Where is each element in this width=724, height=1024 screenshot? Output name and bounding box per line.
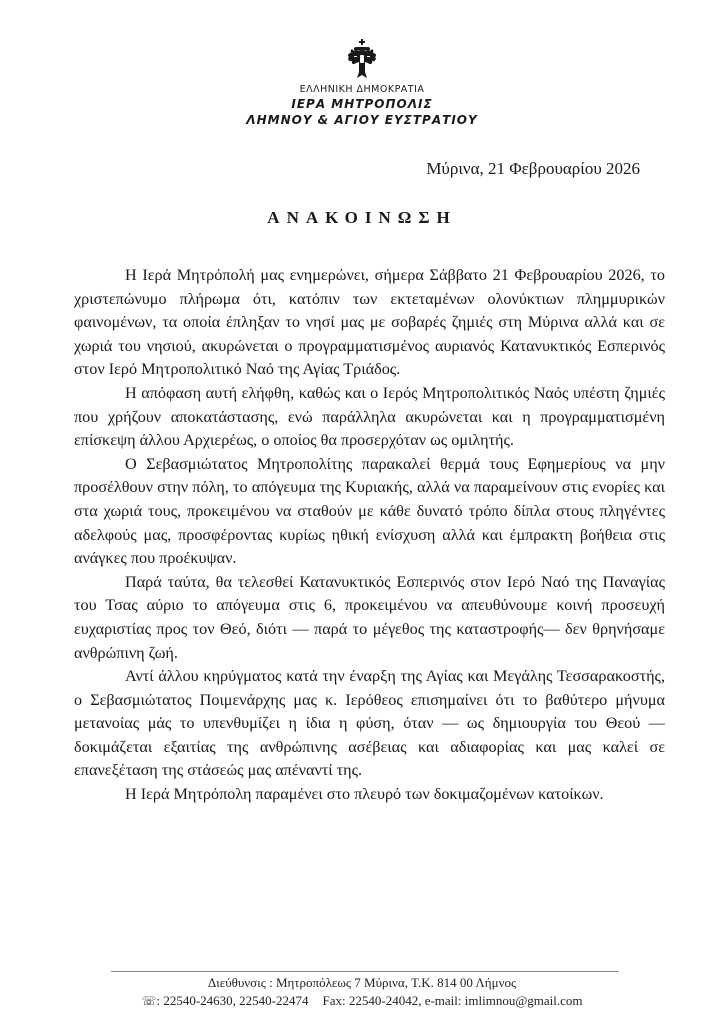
footer-phones: : 22540-24630, 22540-22474 xyxy=(156,993,309,1008)
country-name: ΕΛΛΗΝΙΚΗ ΔΗΜΟΚΡΑΤΙΑ xyxy=(299,84,425,95)
announcement-body xyxy=(74,264,665,807)
letterhead xyxy=(0,38,724,128)
document-date: Μύρινα, 21 Φεβρουαρίου 2026 xyxy=(426,159,640,178)
paragraph: Η Ιερά Μητρόπολη παραμένει στο πλευρό των δοκιμαζομένων κατοίκων. xyxy=(125,785,604,804)
footer-divider xyxy=(111,971,619,972)
paragraph: Ο Σεβασμιώτατος Μητροπολίτης παρακαλεί θερμά τους Εφημερίους να μην προσέλθουν στην πόλη, το απόγευμα της Κυριακής, αλλά να παραμείνουν στις ενορίες και στα χωριά τους, προκειμένου να σταθούν με κάθε δυνατό τρόπο δίπλα στους πληγέντες αδελφούς μας, προσφέροντας κυρίως ηθική ενίσχυση αλλά και έμπρακτη βοήθεια στις ανάγκες που προέκυψαν. xyxy=(74,454,665,568)
footer xyxy=(0,974,724,1010)
paragraph: Η απόφαση αυτή ελήφθη, καθώς και ο Ιερός Μητροπολιτικός Ναός υπέστη ζημιές που χρήζουν αποκατάστασης, ενώ παράλληλα ακυρώνεται και η προγραμματισμένη επίσκεψη άλλου Αρχιερέως, ο οποίος θα προσερχόταν ως ομιλητής. xyxy=(74,383,665,450)
metropolis-region: ΛΗΜΝΟΥ & ΑΓΙΟΥ ΕΥΣΤΡΑΤΙΟΥ xyxy=(246,113,478,127)
metropolis-name: ΙΕΡΑ ΜΗΤΡΟΠΟΛΙΣ xyxy=(291,97,433,111)
paragraph: Η Ιερά Μητρόπολή μας ενημερώνει, σήμερα Σάββατο 21 Φεβρουαρίου 2026, το χριστεπώνυμο πλήρωμα ότι, κατόπιν των εκτεταμένων ολονύκτιων πλημμυρικών φαινομένων, τα οποία έπληξαν το νησί μας με σοβαρές ζημιές στη Μύρινα αλλά και σε χωριά του νησιού, ακυρώνεται ο προγραμματισμένος αυριανός Κατανυκτικός Εσπερινός στον Ιερό Μητροπολιτικό Ναό της Αγίας Τριάδος. xyxy=(74,266,665,379)
footer-address: Διεύθυνσις : Μητροπόλεως 7 Μύρινα, Τ.Κ. 814 00 Λήμνος xyxy=(207,975,517,990)
document-title: ΑΝΑΚΟΙΝΩΣΗ xyxy=(267,208,457,227)
telephone-icon: ☏ xyxy=(141,994,157,1008)
paragraph: Αντί άλλου κηρύγματος κατά την έναρξη της Αγίας και Μεγάλης Τεσσαρακοστής, ο Σεβασμιώτατος Ποιμενάρχης μας κ. Ιερόθεος επισημαίνει ότι το βαθύτερο μήνυμα μετανοίας μάς το υπενθυμίζει η ίδια η φύση, όταν — ως δημιουργία του Θεού — δοκιμάζεται εξαιτίας της ανθρώπινης ασέβειας και αδιαφορίας και μας καλεί σε επανεξέταση της στάσεώς μας απέναντί της. xyxy=(74,667,665,780)
paragraph: Παρά ταύτα, θα τελεσθεί Κατανυκτικός Εσπερινός στον Ιερό Ναό της Παναγίας του Τσας αύριο το απόγευμα στις 6, προκειμένου να απευθύνουμε κοινή προσευχή ευχαριστίας προς τον Θεό, διότι — παρά το μέγεθος της καταστροφής— δεν θρηνήσαμε ανθρώπινη ζωή. xyxy=(74,572,665,662)
footer-fax-email: Fax: 22540-24042, e-mail: imlimnou@gmail.com xyxy=(322,993,583,1008)
footer-contact xyxy=(0,992,724,1010)
double-headed-eagle-emblem xyxy=(347,38,377,82)
